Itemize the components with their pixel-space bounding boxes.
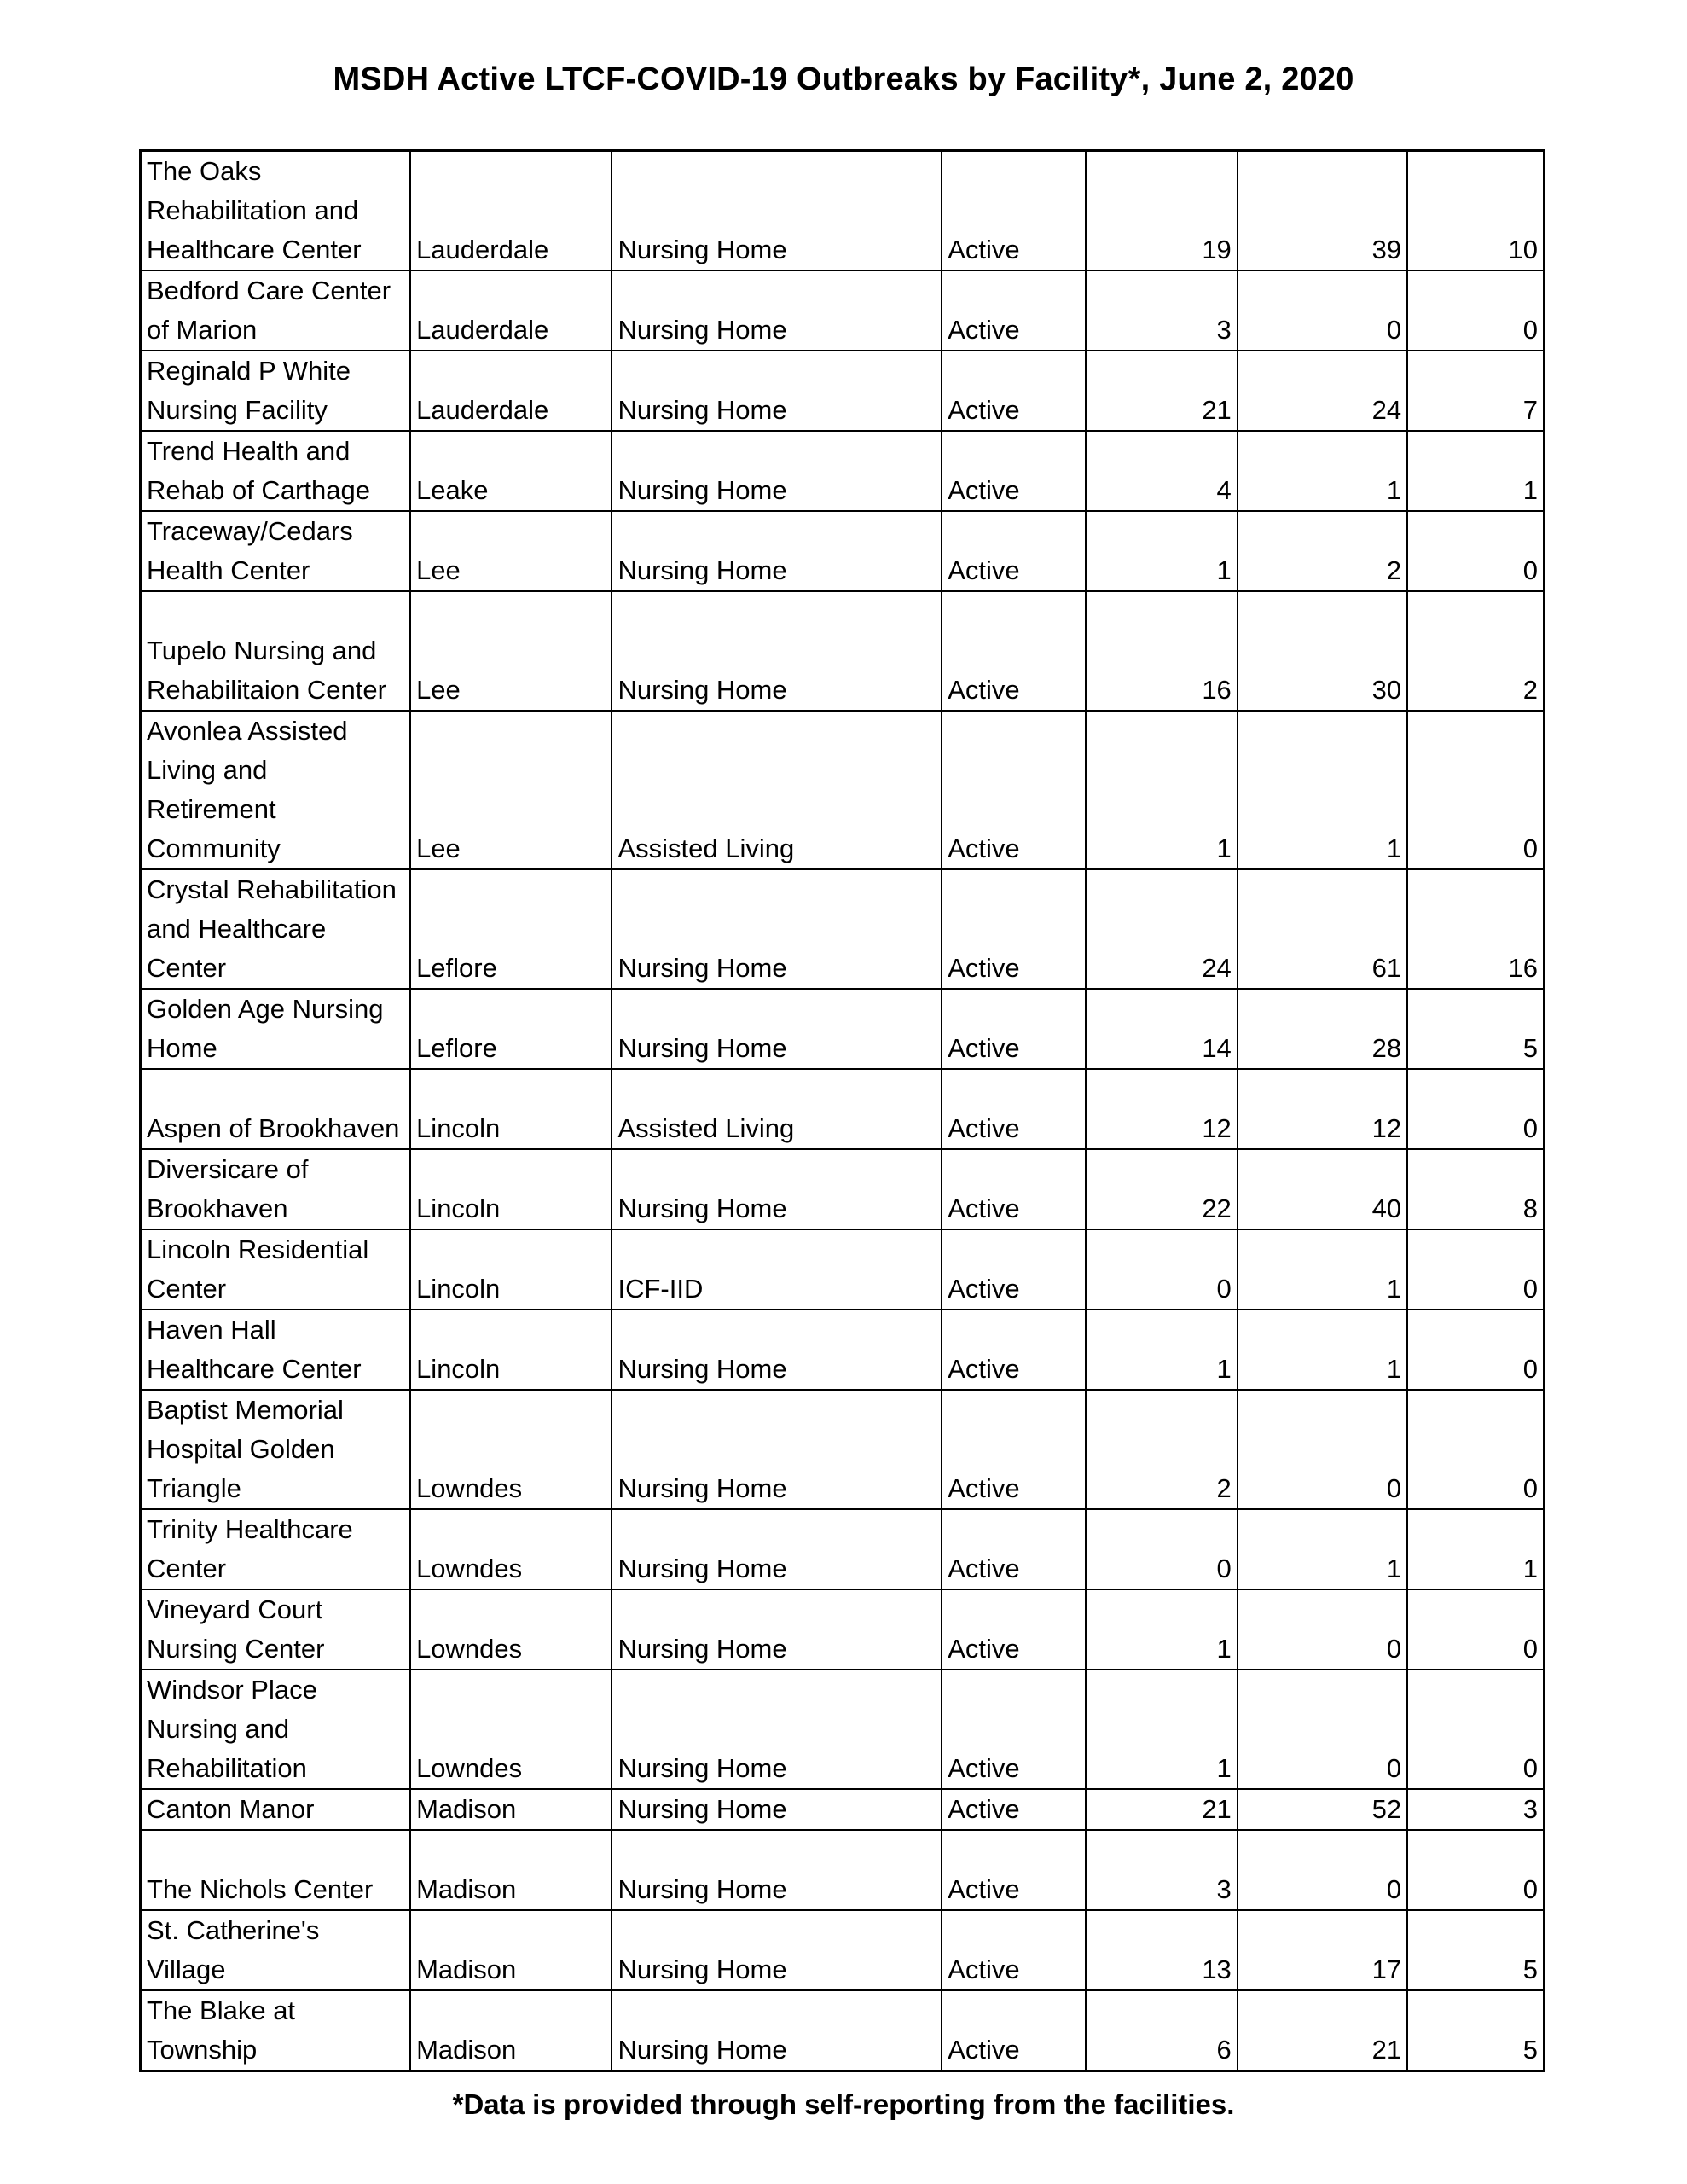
status-cell: Active bbox=[942, 989, 1086, 1069]
status-cell: Active bbox=[942, 591, 1086, 711]
count-cell-1: 2 bbox=[1086, 1390, 1237, 1509]
count-cell-3: 1 bbox=[1407, 1509, 1544, 1589]
count-cell-3: 0 bbox=[1407, 1069, 1544, 1149]
county-cell: Lowndes bbox=[410, 1589, 612, 1670]
table-row bbox=[141, 711, 1545, 869]
status-cell: Active bbox=[942, 1390, 1086, 1509]
status-cell: Active bbox=[942, 869, 1086, 989]
county-cell: Lincoln bbox=[410, 1310, 612, 1390]
count-cell-2: 1 bbox=[1238, 1310, 1407, 1390]
count-cell-3: 0 bbox=[1407, 511, 1544, 591]
facility-name-cell: Aspen of Brookhaven bbox=[141, 1069, 411, 1149]
facility-type-cell: Nursing Home bbox=[612, 1789, 942, 1830]
status-cell: Active bbox=[942, 1670, 1086, 1789]
facility-type-cell: Nursing Home bbox=[612, 431, 942, 511]
count-cell-2: 0 bbox=[1238, 1830, 1407, 1910]
status-cell: Active bbox=[942, 351, 1086, 431]
status-cell: Active bbox=[942, 1789, 1086, 1830]
facility-name-cell: Lincoln Residential Center bbox=[141, 1229, 411, 1310]
facility-name-cell: Haven Hall Healthcare Center bbox=[141, 1310, 411, 1390]
facility-name-cell: Bedford Care Center of Marion bbox=[141, 270, 411, 351]
county-cell: Leake bbox=[410, 431, 612, 511]
count-cell-1: 22 bbox=[1086, 1149, 1237, 1229]
count-cell-2: 0 bbox=[1238, 270, 1407, 351]
count-cell-3: 5 bbox=[1407, 1990, 1544, 2071]
count-cell-3: 5 bbox=[1407, 989, 1544, 1069]
count-cell-3: 0 bbox=[1407, 1229, 1544, 1310]
facility-name-cell: Reginald P White Nursing Facility bbox=[141, 351, 411, 431]
count-cell-3: 0 bbox=[1407, 1830, 1544, 1910]
table-row bbox=[141, 1149, 1545, 1229]
table-body bbox=[141, 151, 1545, 2071]
table-row bbox=[141, 1789, 1545, 1830]
count-cell-3: 0 bbox=[1407, 1390, 1544, 1509]
table-row bbox=[141, 1229, 1545, 1310]
count-cell-2: 1 bbox=[1238, 431, 1407, 511]
facility-type-cell: Nursing Home bbox=[612, 151, 942, 271]
county-cell: Lowndes bbox=[410, 1390, 612, 1509]
count-cell-2: 21 bbox=[1238, 1990, 1407, 2071]
count-cell-2: 12 bbox=[1238, 1069, 1407, 1149]
facility-type-cell: Nursing Home bbox=[612, 869, 942, 989]
facility-type-cell: Nursing Home bbox=[612, 989, 942, 1069]
footnote: *Data is provided through self-reporting from the facilities. bbox=[452, 2088, 1235, 2120]
facility-name-cell: Crystal Rehabilitation and Healthcare Center bbox=[141, 869, 411, 989]
facility-name-cell: Diversicare of Brookhaven bbox=[141, 1149, 411, 1229]
count-cell-1: 0 bbox=[1086, 1509, 1237, 1589]
count-cell-3: 10 bbox=[1407, 151, 1544, 271]
county-cell: Lauderdale bbox=[410, 351, 612, 431]
count-cell-2: 61 bbox=[1238, 869, 1407, 989]
count-cell-2: 17 bbox=[1238, 1910, 1407, 1990]
county-cell: Lowndes bbox=[410, 1509, 612, 1589]
table-row bbox=[141, 270, 1545, 351]
count-cell-1: 16 bbox=[1086, 591, 1237, 711]
count-cell-3: 5 bbox=[1407, 1910, 1544, 1990]
county-cell: Lee bbox=[410, 591, 612, 711]
count-cell-1: 0 bbox=[1086, 1229, 1237, 1310]
facility-name-cell: Golden Age Nursing Home bbox=[141, 989, 411, 1069]
table-row bbox=[141, 1670, 1545, 1789]
count-cell-3: 8 bbox=[1407, 1149, 1544, 1229]
table-row bbox=[141, 351, 1545, 431]
table-row bbox=[141, 1830, 1545, 1910]
facility-name-cell: Tupelo Nursing and Rehabilitaion Center bbox=[141, 591, 411, 711]
status-cell: Active bbox=[942, 1990, 1086, 2071]
status-cell: Active bbox=[942, 711, 1086, 869]
facility-name-cell: The Oaks Rehabilitation and Healthcare Center bbox=[141, 151, 411, 271]
count-cell-1: 1 bbox=[1086, 511, 1237, 591]
facility-type-cell: Nursing Home bbox=[612, 1830, 942, 1910]
table-row bbox=[141, 1310, 1545, 1390]
count-cell-3: 7 bbox=[1407, 351, 1544, 431]
count-cell-3: 0 bbox=[1407, 711, 1544, 869]
count-cell-2: 0 bbox=[1238, 1670, 1407, 1789]
facility-type-cell: Nursing Home bbox=[612, 1670, 942, 1789]
table-row bbox=[141, 1509, 1545, 1589]
count-cell-1: 14 bbox=[1086, 989, 1237, 1069]
count-cell-3: 0 bbox=[1407, 270, 1544, 351]
table-row bbox=[141, 1910, 1545, 1990]
count-cell-2: 0 bbox=[1238, 1390, 1407, 1509]
count-cell-3: 3 bbox=[1407, 1789, 1544, 1830]
table-row bbox=[141, 989, 1545, 1069]
facility-name-cell: The Nichols Center bbox=[141, 1830, 411, 1910]
county-cell: Lee bbox=[410, 511, 612, 591]
status-cell: Active bbox=[942, 1509, 1086, 1589]
count-cell-1: 1 bbox=[1086, 1670, 1237, 1789]
county-cell: Lauderdale bbox=[410, 270, 612, 351]
county-cell: Madison bbox=[410, 1910, 612, 1990]
count-cell-1: 19 bbox=[1086, 151, 1237, 271]
facility-type-cell: Nursing Home bbox=[612, 1149, 942, 1229]
count-cell-1: 3 bbox=[1086, 270, 1237, 351]
count-cell-1: 12 bbox=[1086, 1069, 1237, 1149]
table-row bbox=[141, 1390, 1545, 1509]
count-cell-2: 1 bbox=[1238, 1509, 1407, 1589]
facility-type-cell: Nursing Home bbox=[612, 591, 942, 711]
facility-type-cell: Assisted Living bbox=[612, 711, 942, 869]
facility-type-cell: Nursing Home bbox=[612, 1910, 942, 1990]
facility-type-cell: Nursing Home bbox=[612, 1509, 942, 1589]
count-cell-2: 40 bbox=[1238, 1149, 1407, 1229]
status-cell: Active bbox=[942, 1229, 1086, 1310]
count-cell-2: 24 bbox=[1238, 351, 1407, 431]
count-cell-2: 0 bbox=[1238, 1589, 1407, 1670]
count-cell-1: 24 bbox=[1086, 869, 1237, 989]
count-cell-1: 6 bbox=[1086, 1990, 1237, 2071]
facility-type-cell: Nursing Home bbox=[612, 511, 942, 591]
count-cell-1: 1 bbox=[1086, 711, 1237, 869]
table-row bbox=[141, 1990, 1545, 2071]
table-row bbox=[141, 869, 1545, 989]
count-cell-1: 13 bbox=[1086, 1910, 1237, 1990]
facility-type-cell: Nursing Home bbox=[612, 1310, 942, 1390]
facility-name-cell: Avonlea Assisted Living and Retirement Community bbox=[141, 711, 411, 869]
county-cell: Lauderdale bbox=[410, 151, 612, 271]
county-cell: Leflore bbox=[410, 869, 612, 989]
facility-type-cell: Nursing Home bbox=[612, 1390, 942, 1509]
facility-name-cell: Trend Health and Rehab of Carthage bbox=[141, 431, 411, 511]
county-cell: Lee bbox=[410, 711, 612, 869]
table-row bbox=[141, 431, 1545, 511]
status-cell: Active bbox=[942, 270, 1086, 351]
county-cell: Leflore bbox=[410, 989, 612, 1069]
count-cell-2: 52 bbox=[1238, 1789, 1407, 1830]
table-row bbox=[141, 151, 1545, 271]
count-cell-3: 16 bbox=[1407, 869, 1544, 989]
county-cell: Madison bbox=[410, 1789, 612, 1830]
count-cell-1: 21 bbox=[1086, 351, 1237, 431]
count-cell-2: 2 bbox=[1238, 511, 1407, 591]
facility-type-cell: Nursing Home bbox=[612, 351, 942, 431]
table-row bbox=[141, 511, 1545, 591]
table-row bbox=[141, 591, 1545, 711]
facility-name-cell: Traceway/Cedars Health Center bbox=[141, 511, 411, 591]
facility-type-cell: Assisted Living bbox=[612, 1069, 942, 1149]
table-row bbox=[141, 1589, 1545, 1670]
status-cell: Active bbox=[942, 1830, 1086, 1910]
facility-name-cell: Windsor Place Nursing and Rehabilitation bbox=[141, 1670, 411, 1789]
status-cell: Active bbox=[942, 1149, 1086, 1229]
status-cell: Active bbox=[942, 431, 1086, 511]
facility-name-cell: St. Catherine's Village bbox=[141, 1910, 411, 1990]
county-cell: Lincoln bbox=[410, 1149, 612, 1229]
document-title: MSDH Active LTCF-COVID-19 Outbreaks by Facility*, June 2, 2020 bbox=[333, 61, 1354, 97]
count-cell-3: 2 bbox=[1407, 591, 1544, 711]
facility-name-cell: The Blake at Township bbox=[141, 1990, 411, 2071]
county-cell: Madison bbox=[410, 1990, 612, 2071]
status-cell: Active bbox=[942, 1069, 1086, 1149]
count-cell-3: 1 bbox=[1407, 431, 1544, 511]
county-cell: Lincoln bbox=[410, 1069, 612, 1149]
facility-name-cell: Canton Manor bbox=[141, 1789, 411, 1830]
count-cell-2: 39 bbox=[1238, 151, 1407, 271]
count-cell-2: 28 bbox=[1238, 989, 1407, 1069]
county-cell: Lincoln bbox=[410, 1229, 612, 1310]
count-cell-3: 0 bbox=[1407, 1310, 1544, 1390]
status-cell: Active bbox=[942, 1589, 1086, 1670]
facility-name-cell: Vineyard Court Nursing Center bbox=[141, 1589, 411, 1670]
count-cell-2: 1 bbox=[1238, 1229, 1407, 1310]
status-cell: Active bbox=[942, 1310, 1086, 1390]
county-cell: Madison bbox=[410, 1830, 612, 1910]
count-cell-1: 1 bbox=[1086, 1589, 1237, 1670]
count-cell-1: 4 bbox=[1086, 431, 1237, 511]
facility-type-cell: ICF-IID bbox=[612, 1229, 942, 1310]
facility-type-cell: Nursing Home bbox=[612, 270, 942, 351]
count-cell-2: 1 bbox=[1238, 711, 1407, 869]
facility-name-cell: Trinity Healthcare Center bbox=[141, 1509, 411, 1589]
table-row bbox=[141, 1069, 1545, 1149]
facility-type-cell: Nursing Home bbox=[612, 1589, 942, 1670]
facility-name-cell: Baptist Memorial Hospital Golden Triangle bbox=[141, 1390, 411, 1509]
count-cell-2: 30 bbox=[1238, 591, 1407, 711]
count-cell-1: 3 bbox=[1086, 1830, 1237, 1910]
status-cell: Active bbox=[942, 151, 1086, 271]
count-cell-3: 0 bbox=[1407, 1589, 1544, 1670]
status-cell: Active bbox=[942, 1910, 1086, 1990]
count-cell-1: 1 bbox=[1086, 1310, 1237, 1390]
status-cell: Active bbox=[942, 511, 1086, 591]
count-cell-1: 21 bbox=[1086, 1789, 1237, 1830]
county-cell: Lowndes bbox=[410, 1670, 612, 1789]
count-cell-3: 0 bbox=[1407, 1670, 1544, 1789]
outbreak-table bbox=[139, 149, 1545, 2072]
facility-type-cell: Nursing Home bbox=[612, 1990, 942, 2071]
